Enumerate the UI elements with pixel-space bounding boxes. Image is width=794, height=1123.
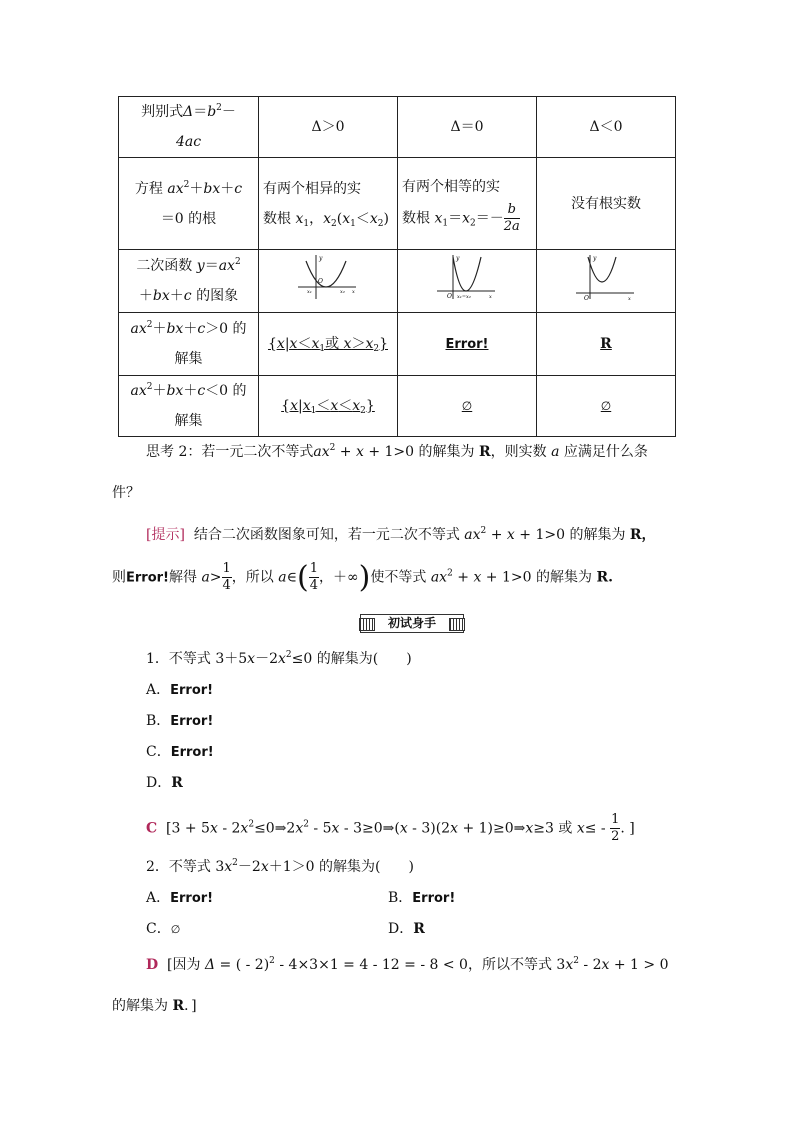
cell-no-real-roots: 没有根实数: [537, 158, 676, 250]
table-row: [119, 313, 676, 376]
hint-tag: [提示]: [146, 527, 185, 543]
svg-text:y: y: [593, 254, 597, 262]
section-banner: 初试身手: [360, 614, 464, 633]
hint-then: 则: [112, 569, 126, 586]
q2-option-a: A．Error!: [146, 890, 214, 906]
table-row: [119, 376, 676, 437]
cell-all-reals: R: [537, 313, 676, 376]
think-suffix2: 应满足什么条: [563, 444, 648, 460]
hint-R: R，: [629, 527, 656, 543]
think-prefix: 思考 2：若一元二次不等式: [146, 444, 314, 460]
q2-option-d: D．R: [388, 921, 425, 937]
cell-solution-outside: {$x|x<x_1$或 $x>x_2$}: [259, 313, 398, 376]
discriminant-table: [118, 96, 676, 437]
hint-inf: ，＋∞: [318, 569, 359, 586]
graph-two-roots: [259, 250, 398, 313]
think-question-cont: 件？: [112, 485, 140, 501]
svg-text:x₁=x₂: x₁=x₂: [457, 293, 471, 300]
q2-answer-cont: 的解集为 R．]: [112, 998, 197, 1014]
hint-frac-den: 4: [222, 578, 231, 593]
svg-text:x: x: [628, 295, 631, 301]
row-label-lt-zero: $ax^2+bx+c<0$ 的 解集: [119, 376, 259, 437]
cell-two-distinct-roots: 有两个相异的实 数根 $x_1$，$x_2(x_1<x_2)$: [259, 158, 398, 250]
parabola-one-root-diagram: [435, 251, 499, 301]
svg-text:y: y: [319, 254, 323, 262]
q1-answer-letter: C: [146, 820, 158, 837]
table-row: [119, 158, 676, 250]
table-row: [119, 250, 676, 313]
q2-option-b: B．Error!: [388, 890, 456, 906]
cell-delta-positive: Δ＞0: [259, 97, 398, 158]
hint-line1: [提示] 结合二次函数图象可知，若一元二次不等式 $ax^2 + x + 1>0$ 的解集为 R，: [146, 526, 656, 543]
parabola-two-roots-diagram: [296, 251, 360, 301]
q1-option-b: B．Error!: [146, 713, 214, 729]
hint-make: 使不等式: [370, 569, 427, 586]
svg-text:O: O: [584, 294, 589, 301]
graph-no-root: [537, 250, 676, 313]
think-mid: 的解集为: [418, 444, 475, 460]
table-row: [119, 97, 676, 158]
think-question: 思考 2：若一元二次不等式$ax^2 + x + 1>0$ 的解集为 R，则实数 a 应满足什么条: [146, 443, 648, 460]
q1-stem: 1．不等式 $3+5x-2x^2\le 0$ 的解集为( ): [146, 650, 412, 667]
cell-delta-negative: Δ＜0: [537, 97, 676, 158]
cell-delta-zero: Δ＝0: [398, 97, 537, 158]
svg-text:y: y: [456, 254, 460, 262]
svg-text:x₂: x₂: [340, 288, 345, 295]
q2-option-c: C．∅: [146, 921, 181, 937]
row-label-discriminant: 判别式$\Delta=b^2-$ 4ac: [119, 97, 259, 158]
think-a: a: [551, 444, 560, 460]
row-label-graph: 二次函数 $y=ax^2$ ＋bx＋c 的图象: [119, 250, 259, 313]
cell-empty-set: ∅: [398, 376, 537, 437]
svg-text:O: O: [318, 277, 323, 285]
svg-text:x: x: [352, 288, 355, 295]
hint-a-gt: a>: [201, 569, 222, 586]
hint-tail: 的解集为: [535, 569, 592, 586]
hint-solve: 解得: [168, 569, 197, 586]
q1-option-c: C．Error!: [146, 744, 214, 760]
cell-solution-between: $\{x|x_1<x<x_2\}$: [259, 376, 398, 437]
hint-text1: 结合二次函数图象可知，若一元二次不等式: [193, 527, 460, 543]
svg-text:O: O: [447, 292, 452, 300]
cell-empty-set: ∅: [537, 376, 676, 437]
svg-text:x: x: [489, 293, 492, 300]
q1-frac-num: 1: [611, 812, 620, 827]
q1-frac-den: 2: [611, 829, 620, 844]
hint-R2: R.: [596, 569, 613, 586]
hint-so: ，所以: [231, 569, 274, 586]
hint-error: Error!: [126, 570, 169, 586]
q2-stem: 2．不等式 $3x^2-2x+1>0$ 的解集为( ): [146, 858, 414, 875]
hint-text2: 的解集为: [569, 527, 626, 543]
row-label-gt-zero: $ax^2+bx+c>0$ 的 解集: [119, 313, 259, 376]
hint-frac-num: 1: [222, 561, 231, 576]
cell-two-equal-roots: 有两个相等的实 数根 $x_1=x_2=-$ $\frac{b}{2a}$: [398, 158, 537, 250]
graph-one-root: [398, 250, 537, 313]
think-R: R: [478, 444, 491, 460]
q2-answer: D [因为 Δ = ( - 2)$^2$ - 4×3×1 = 4 - 12 = - 8 < 0，所以不等式 $3x^2 - 2x + 1 > 0$: [146, 956, 669, 973]
q1-option-d: D．R: [146, 775, 183, 791]
svg-text:x₁: x₁: [307, 288, 312, 295]
q1-option-a: A．Error!: [146, 682, 214, 698]
hint-a-in: a∈: [278, 569, 297, 586]
q2-answer-letter: D: [146, 957, 159, 973]
q1-explain-end: . ]: [620, 820, 635, 837]
cell-error: Error!: [398, 313, 537, 376]
row-label-equation-roots: 方程 $ax^2+bx+c$ ＝0 的根: [119, 158, 259, 250]
think-suffix: ，则实数: [490, 444, 547, 460]
hint-line2: 则Error!解得 a> $\frac{1}{4}$ ，所以 a∈( $\frac{1}{4}$ ，＋∞)使不等式 $ax^2 + x + 1>0$ 的解集为 R.: [112, 560, 613, 595]
q1-answer: C [$3 + 5x - 2x^2\le 0\Rightarrow 2x^2 - 5x$ - 3≥0⇒(x - 3)(2x + 1)≥0⇒x≥3 或 x≤ - $\frac{1}{2}$ . ]: [146, 812, 635, 844]
parabola-no-root-diagram: [574, 251, 638, 301]
